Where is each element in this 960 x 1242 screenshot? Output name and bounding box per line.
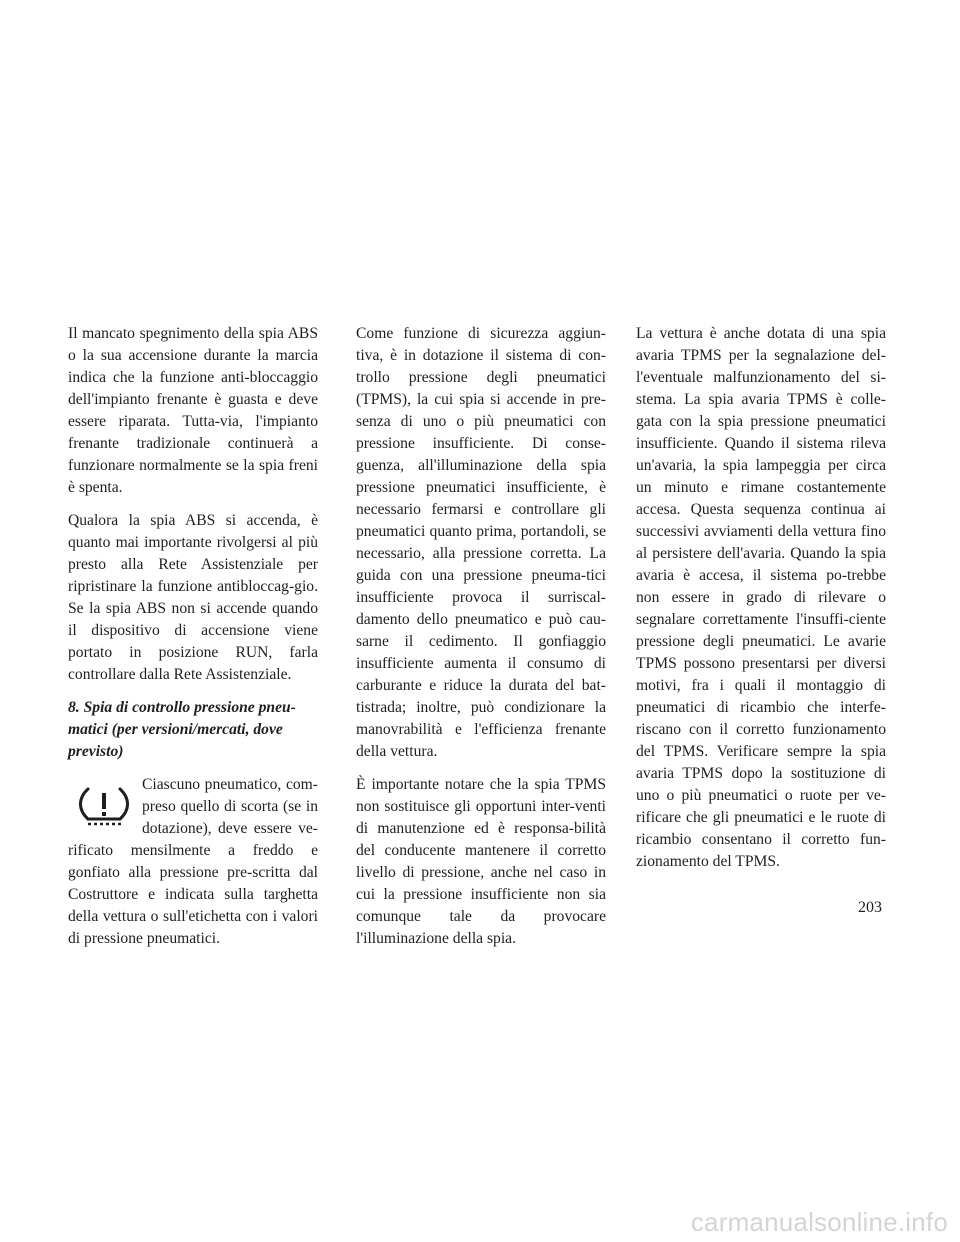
- tpms-maintenance-paragraph: È importante notare che la spia TPMS non sostituisce gli opportuni inter-venti di manutenzione ed è responsa-bilità del conducente mantenere il corretto livello di pressione, anche nel caso in cui la pressione insufficiente non sia comunque tale da provocare l'illuminazione della spia.: [356, 776, 606, 947]
- abs-failure-paragraph: Il mancato spegnimento della spia ABS o la sua accensione durante la marcia indica che la funzione anti-bloccaggio dell'impianto frenante è guasta e deve essere riparata. Tutta-via, l'impianto frenante tradizionale continuerà a funzionare normalmente se la spia freni è spenta.: [68, 325, 318, 496]
- watermark: carmanualsonline.info: [690, 1207, 948, 1237]
- column-3: [636, 323, 886, 884]
- tire-pressure-warning-icon: [74, 784, 134, 828]
- abs-warning-paragraph: Qualora la spia ABS si accenda, è quanto mai importante rivolgersi al più presto alla Rete Assistenziale per ripristinare la funzione antibloccag-gio. Se la spia ABS non si accende quando il dispositivo di accensione viene portato in posizione RUN, farla controllare dalla Rete Assistenziale.: [68, 512, 318, 683]
- tire-check-text: Ciascuno pneumatico, com-preso quello di scorta (se in dotazione), deve essere ve-rificato mensilmente a freddo e gonfiato alla pressione pre-scritta dal Costruttore e indicata sulla targhetta della vettura o sull'etichetta con i valori di pressione pneumatici.: [68, 776, 318, 947]
- tpms-safety-paragraph: Come funzione di sicurezza aggiun-tiva, è in dotazione il sistema di con-trollo pressione degli pneumatici (TPMS), la cui spia si accende in pre-senza di uno o più pneumatici con pressione insufficiente. Di conse-guenza, all'illuminazione della spia pressione pneumatici insufficiente, è necessario fermarsi e controllare gli pneumatici quanto prima, portandoli, se necessario, alla pressione corretta. La guida con una pressione pneuma-tici insufficiente provoca il surriscal-damento dello pneumatico e può cau-sarne il cedimento. Il gonfiaggio insufficiente aumenta il consumo di carburante e riduce la durata del bat-tistrada; inoltre, può condizionare la manovrabilità e l'efficienza frenante della vettura.: [356, 325, 606, 760]
- page-number: 203: [858, 899, 882, 916]
- section-heading-tire-pressure: 8. Spia di controllo pressione pneu-matici (per versioni/mercati, dove previsto): [68, 699, 296, 760]
- tpms-malfunction-paragraph: La vettura è anche dotata di una spia avaria TPMS per la segnalazione del-l'eventuale malfunzionamento del si-stema. La spia avaria TPMS è colle-gata con la spia pressione pneumatici insufficiente. Quando il sistema rileva un'avaria, la spia lampeggia per circa un minuto e rimane costantemente accesa. Questa sequenza continua ai successivi avviamenti della vettura fino al persistere dell'avaria. Quando la spia avaria è accesa, il sistema po-trebbe non essere in grado di rilevare o segnalare correttamente l'insuffi-ciente pressione degli pneumatici. Le avarie TPMS possono presentarsi per diversi motivi, fra i quali il montaggio di pneumatici di ricambio che interfe-riscano con il corretto funzionamento del TPMS. Verificare sempre la spia avaria TPMS dopo la sostituzione di uno o più pneumatici o ruote per ve-rificare che gli pneumatici e le ruote di ricambio consentano il corretto fun-zionamento del TPMS.: [636, 325, 886, 870]
- column-2: [356, 323, 606, 961]
- column-1: [68, 323, 318, 961]
- tire-check-paragraph: [68, 774, 318, 950]
